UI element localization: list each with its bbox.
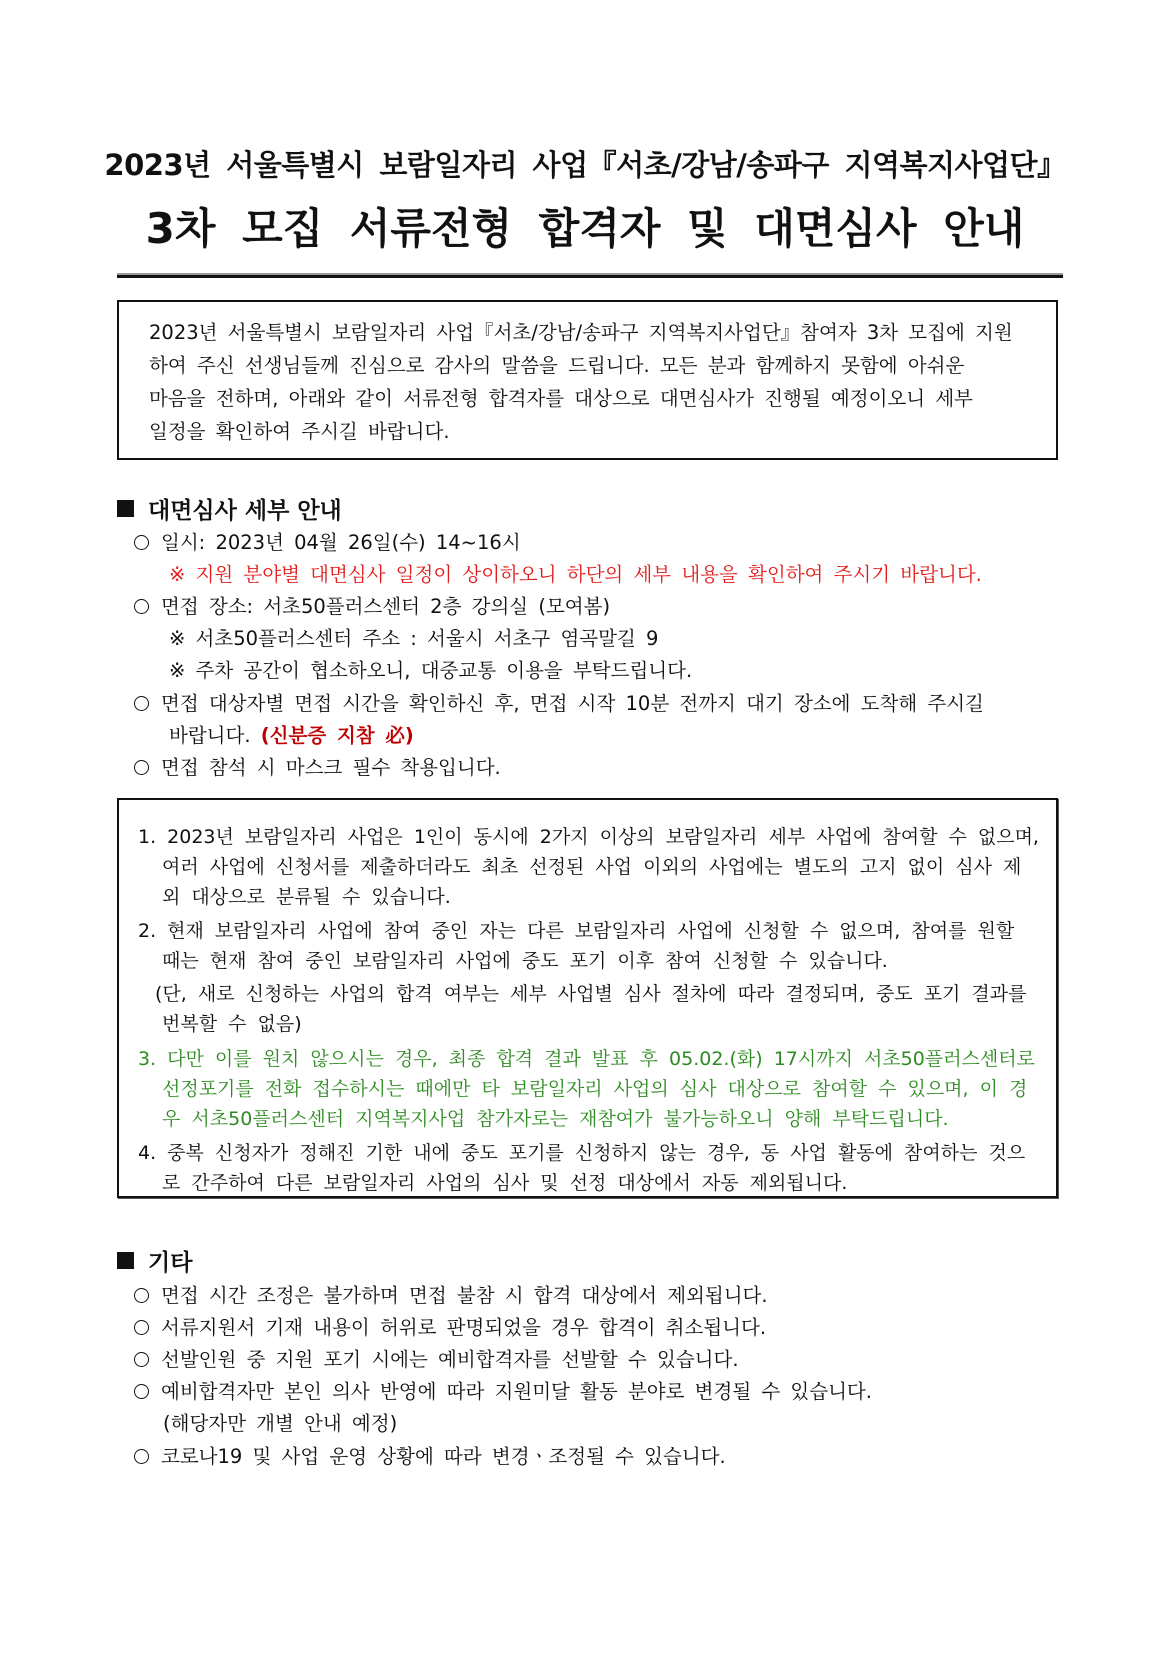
etc-item [134,1376,872,1404]
notice-item-3-cont: 선정포기를 전화 접수하시는 때에만 타 보람일자리 사업의 심사 대상으로 참여할 수 있으며, 이 경 [162,1078,1028,1100]
circle-bullet-icon [134,1352,149,1367]
intro-box [117,300,1058,460]
section-heading-etc [117,1244,192,1277]
notice-item-1-cont: 외 대상으로 분류될 수 있습니다. [162,886,451,908]
mask-notice-text: 면접 참석 시 마스크 필수 착용입니다. [161,756,501,779]
notice-item-2-exception: (단, 새로 신청하는 사업의 합격 여부는 세부 사업별 심사 절차에 따라 결정되며, 중도 포기 결과를 [155,983,1027,1005]
etc-item-text: 서류지원서 기재 내용이 허위로 판명되었을 경우 합격이 취소됩니다. [161,1316,767,1339]
etc-item-sub: (해당자만 개별 안내 예정) [163,1412,398,1435]
etc-item [134,1312,766,1340]
address-note: ※ 서초50플러스센터 주소 : 서울시 서초구 염곡말길 9 [169,627,659,650]
circle-bullet-icon [134,1384,149,1399]
square-bullet-icon [117,1252,134,1269]
notice-item-3-cont: 우 서초50플러스센터 지역복지사업 참가자로는 재참여가 불가능하오니 양해 부탁드립니다. [162,1108,949,1130]
intro-line: 마음을 전하며, 아래와 같이 서류전형 합격자를 대상으로 대면심사가 진행될 예정이오니 세부 [149,387,973,410]
arrival-instruction [134,688,984,716]
square-bullet-icon [117,500,134,517]
id-card-required-note: (신분증 지참 必) [260,724,414,747]
circle-bullet-icon [134,760,149,775]
notice-item-2: 2. 현재 보람일자리 사업에 참여 중인 자는 다른 보람일자리 사업에 신청할 수 없으며, 참여를 원할 [138,920,1015,942]
title-divider [117,273,1063,278]
notice-item-1-cont: 여러 사업에 신청서를 제출하더라도 최초 선정된 사업 이외의 사업에는 별도의 고지 없이 심사 제 [162,856,1022,878]
etc-item [134,1441,726,1469]
circle-bullet-icon [134,599,149,614]
circle-bullet-icon [134,1288,149,1303]
notice-item-4-cont: 로 간주하여 다른 보람일자리 사업의 심사 및 선정 대상에서 자동 제외됩니다. [162,1172,848,1194]
interview-place [134,591,610,619]
interview-date-text: 일시: 2023년 04월 26일(수) 14~16시 [161,531,521,554]
circle-bullet-icon [134,1449,149,1464]
document-title: 3차 모집 서류전형 합격자 및 대면심사 안내 [145,204,1025,253]
etc-item-text: 면접 시간 조정은 불가하며 면접 불참 시 합격 대상에서 제외됩니다. [161,1284,768,1307]
section-heading-label: 기타 [148,1250,193,1276]
arrival-instruction-cont [169,720,414,748]
notice-item-3: 3. 다만 이를 원치 않으시는 경우, 최종 합격 결과 발표 후 05.02.(화) 17시까지 서초50플러스센터로 [138,1048,1035,1070]
document-subtitle: 2023년 서울특별시 보람일자리 사업『서초/강남/송파구 지역복지사업단』 [104,148,1066,182]
circle-bullet-icon [134,1320,149,1335]
etc-item-text: 코로나19 및 사업 운영 상황에 따라 변경ㆍ조정될 수 있습니다. [161,1445,726,1468]
interview-date [134,527,521,555]
circle-bullet-icon [134,696,149,711]
notice-item-4: 4. 중복 신청자가 정해진 기한 내에 중도 포기를 신청하지 않는 경우, 동 사업 활동에 참여하는 것으 [138,1142,1026,1164]
etc-item-text: 선발인원 중 지원 포기 시에는 예비합격자를 선발할 수 있습니다. [161,1348,739,1371]
etc-item [134,1344,739,1372]
interview-date-note: ※ 지원 분야별 대면심사 일정이 상이하오니 하단의 세부 내용을 확인하여 주시기 바랍니다. [169,563,982,586]
intro-line: 일정을 확인하여 주시길 바랍니다. [149,420,450,443]
intro-line: 2023년 서울특별시 보람일자리 사업『서초/강남/송파구 지역복지사업단』참여자 3차 모집에 지원 [149,321,1013,344]
arrival-instruction-text: 면접 대상자별 면접 시간을 확인하신 후, 면접 시작 10분 전까지 대기 장소에 도착해 주시길 [161,692,984,715]
etc-item [134,1280,768,1308]
interview-place-text: 면접 장소: 서초50플러스센터 2층 강의실 (모여봄) [161,595,611,618]
circle-bullet-icon [134,535,149,550]
etc-item-text: 예비합격자만 본인 의사 반영에 따라 지원미달 활동 분야로 변경될 수 있습니다. [161,1380,872,1403]
section-heading-label: 대면심사 세부 안내 [148,498,342,524]
notice-item-1: 1. 2023년 보람일자리 사업은 1인이 동시에 2가지 이상의 보람일자리 세부 사업에 참여할 수 없으며, [138,826,1039,848]
notice-item-2-cont: 때는 현재 참여 중인 보람일자리 사업에 중도 포기 이후 참여 신청할 수 있습니다. [162,950,888,972]
notice-box [117,798,1058,1198]
intro-line: 하여 주신 선생님들께 진심으로 감사의 말씀을 드립니다. 모든 분과 함께하지 못함에 아쉬운 [149,354,965,377]
section-heading-interview [117,492,342,525]
arrival-instruction-text-2: 바랍니다. [169,724,251,747]
mask-notice [134,752,501,780]
parking-note: ※ 주차 공간이 협소하오니, 대중교통 이용을 부탁드립니다. [169,659,693,682]
notice-item-2-exception-cont: 번복할 수 없음) [162,1013,302,1035]
